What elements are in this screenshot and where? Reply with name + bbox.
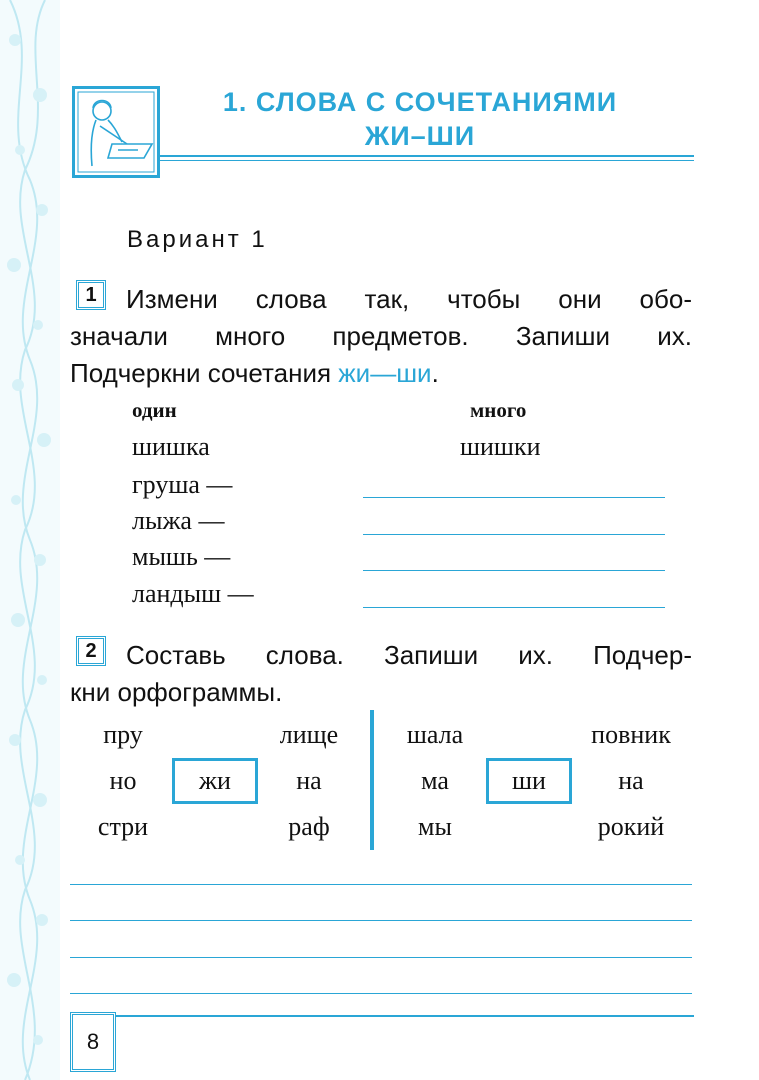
student-writing-icon — [72, 86, 160, 178]
writing-line[interactable] — [70, 884, 692, 885]
writing-line[interactable] — [70, 920, 692, 921]
task-2-instruction-line1: Составь слова. Запиши их. Подчер- — [126, 640, 692, 670]
task-2-instruction-line2: кни орфограммы. — [70, 677, 283, 707]
task-1-instruction-line3 — [70, 355, 692, 392]
footer-rule — [116, 1015, 694, 1017]
word-one: груша — — [132, 470, 233, 499]
syllable: на — [296, 766, 322, 795]
syllable: рокий — [597, 812, 665, 841]
center-syllable: ши — [512, 766, 546, 795]
syllable: шала — [406, 720, 464, 749]
task-1-number: 1 — [85, 283, 97, 306]
syllable: пру — [103, 720, 143, 749]
syllable: стри — [97, 812, 149, 841]
task-1-instruction-end: . — [431, 358, 439, 388]
answer-line[interactable] — [363, 534, 665, 535]
page-number: 8 — [86, 1029, 100, 1054]
center-syllable: жи — [199, 766, 231, 795]
chapter-title-line2: ЖИ–ШИ — [364, 121, 476, 151]
header-rule-thin — [160, 160, 694, 161]
word-many: шишки — [460, 432, 541, 461]
task-1-number-box — [76, 280, 106, 310]
center-syllable-box-zhi — [172, 758, 258, 804]
writing-line[interactable] — [70, 993, 692, 994]
writing-line[interactable] — [70, 957, 692, 958]
center-syllable-box-shi — [486, 758, 572, 804]
syllable: на — [618, 766, 644, 795]
syllable: ма — [421, 766, 449, 795]
task-1-instruction-text: Подчеркни сочетания — [70, 358, 339, 388]
syllable: мы — [418, 812, 452, 841]
word-one: мышь — — [132, 542, 231, 571]
task-1-instruction-line1: Измени слова так, чтобы они обо- — [126, 284, 692, 314]
task-2-number-box — [76, 636, 106, 666]
variant-label: Вариант 1 — [127, 226, 268, 253]
word-one: ландыш — — [132, 579, 254, 608]
syllable: лище — [279, 720, 339, 749]
answer-line[interactable] — [363, 570, 665, 571]
floral-ornament-border — [0, 0, 60, 1080]
syllable: но — [109, 766, 137, 795]
highlight-zhi-shi: жи—ши — [338, 358, 432, 388]
syllable: повник — [591, 720, 671, 749]
chapter-title: 1. СЛОВА С СОЧЕТАНИЯМИ — [222, 87, 618, 117]
page-number-box — [70, 1012, 116, 1072]
syllable: раф — [288, 812, 330, 841]
group-divider — [370, 710, 374, 850]
column-header-one: один — [132, 398, 177, 422]
answer-line[interactable] — [363, 497, 665, 498]
word-one: лыжа — — [132, 506, 225, 535]
column-header-many: много — [470, 398, 527, 422]
word-one: шишка — [132, 432, 210, 461]
answer-line[interactable] — [363, 607, 665, 608]
task-2-number: 2 — [85, 639, 97, 662]
header-rule — [160, 155, 694, 157]
task-1-instruction-line2: значали много предметов. Запиши их. — [70, 321, 692, 351]
